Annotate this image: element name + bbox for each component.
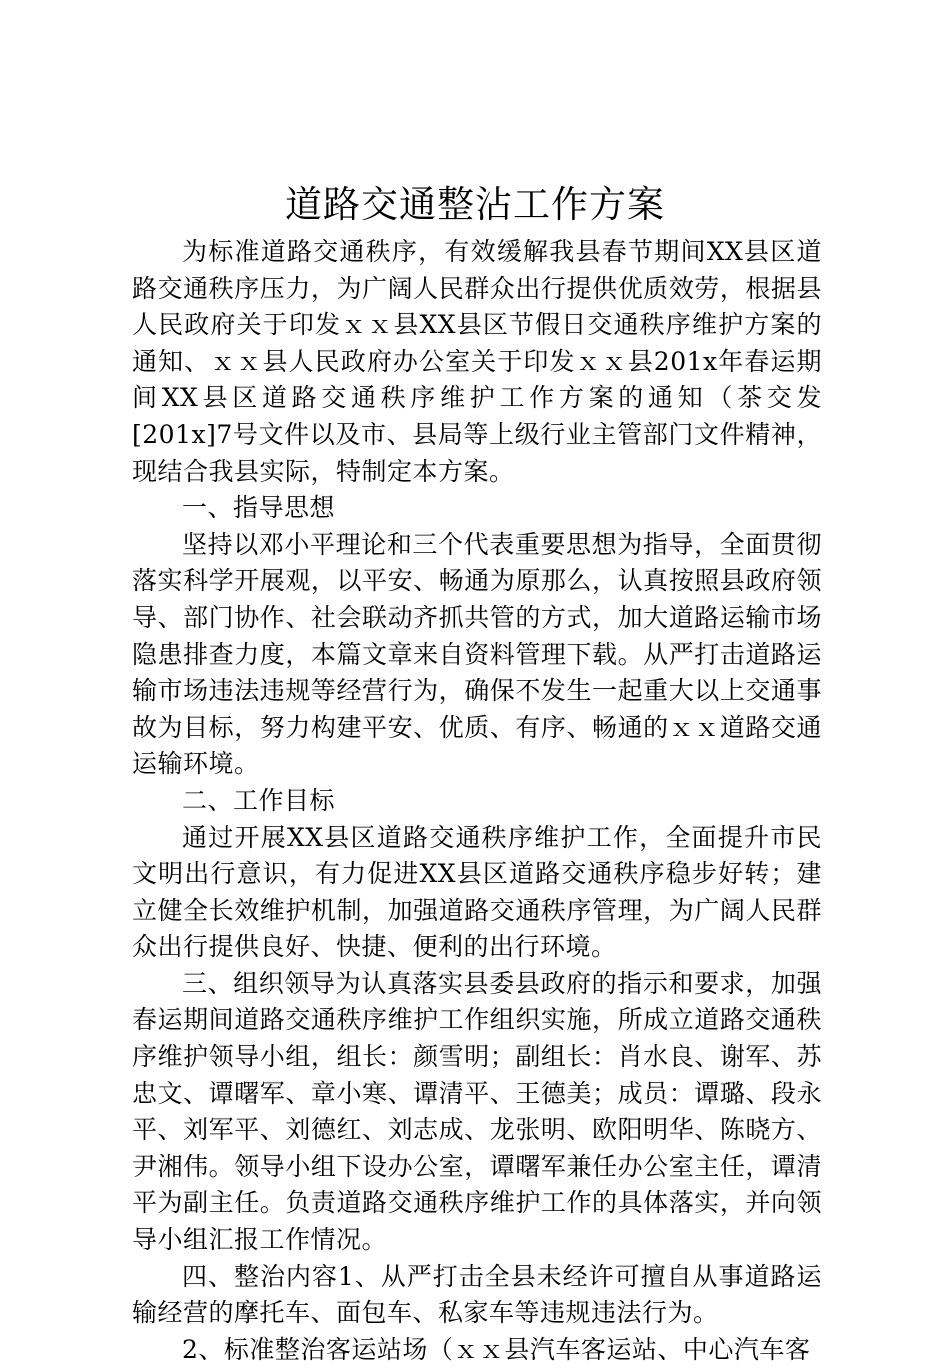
intro-paragraph: 为标准道路交通秩序，有效缓解我县春节期间XX县区道路交通秩序压力，为广阔人民群众出行提供优质效劳，根据县人民政府关于印发ｘｘ县XX县区节假日交通秩序维护方案的通知、ｘｘ县人民政府办公室关于印发ｘｘ县201x年春运期间XX县区道路交通秩序维护工作方案的通知（茶交发[201x]7号文件以及市、县局等上级行业主管部门文件精神，现结合我县实际，特制定本方案。 <box>132 237 822 486</box>
organization-leadership-paragraph: 三、组织领导为认真落实县委县政府的指示和要求，加强春运期间道路交通秩序维护工作组织实施，所成立道路交通秩序维护领导小组，组长：颜雪明；副组长：肖水良、谢军、苏忠文、谭曙军、章小寒、谭清平、王德美；成员：谭璐、段永平、刘军平、刘德红、刘志成、龙张明、欧阳明华、陈晓方、尹湘伟。领导小组下设办公室，谭曙军兼任办公室主任，谭清平为副主任。负责道路交通秩序维护工作的具体落实，并向领导小组汇报工作情况。 <box>132 968 822 1255</box>
guiding-ideology-paragraph: 坚持以邓小平理论和三个代表重要思想为指导，全面贯彻落实科学开展观，以平安、畅通为原那么，认真按照县政府领导、部门协作、社会联动齐抓共管的方式，加大道路运输市场隐患排查力度，本篇文章来自资料管理下载。从严打击道路运输市场违法违规等经营行为，确保不发生一起重大以上交通事故为目标，努力构建平安、优质、有序、畅通的ｘｘ道路交通运输环境。 <box>132 529 822 779</box>
document-body <box>132 234 822 1368</box>
rectification-content-paragraph: 四、整治内容1、从严打击全县未经许可擅自从事道路运输经营的摩托车、面包车、私家车等违规违法行为。 <box>132 1261 822 1328</box>
section-heading-guiding-ideology: 一、指导思想 <box>182 493 336 523</box>
section-heading-work-goals: 二、工作目标 <box>182 785 336 815</box>
work-goals-paragraph: 通过开展XX县区道路交通秩序维护工作，全面提升市民文明出行意识，有力促进XX县区道路交通秩序稳步好转；建立健全长效维护机制，加强道路交通秩序管理，为广阔人民群众出行提供良好、快捷、便利的出行环境。 <box>132 822 822 962</box>
rectification-item-2-paragraph: 2、标准整治客运站场（ｘｘ县汽车客运站、中心汽车客 <box>182 1334 811 1364</box>
document-title: 道路交通整沾工作方案 <box>285 183 665 226</box>
